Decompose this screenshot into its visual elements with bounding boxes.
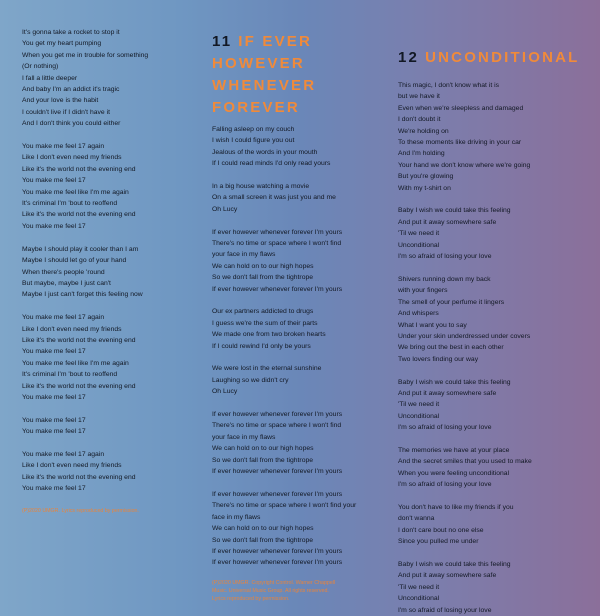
- lyric-line: If ever however whenever forever I'm yours: [212, 490, 343, 498]
- lyric-line: Like I don't even need my friends: [22, 462, 122, 470]
- verse: [398, 80, 594, 194]
- title-line: IF EVER: [238, 33, 313, 50]
- lyric-line: I'm so afraid of losing your love: [398, 606, 492, 614]
- verse: [22, 312, 198, 403]
- title-line: HOWEVER: [212, 55, 305, 72]
- lyric-line: Maybe I just can't forget this feeling now: [22, 291, 143, 299]
- lyric-line: You make me feel 17: [22, 393, 86, 401]
- lyric-line: With my t-shirt on: [398, 184, 451, 192]
- title-line: WHENEVER: [212, 77, 317, 94]
- lyric-line: We're holding on: [398, 127, 449, 135]
- lyric-line: On a small screen it was just you and me: [212, 194, 336, 202]
- lyric-line: Baby I wish we could take this feeling: [398, 207, 511, 215]
- lyric-line: And put it away somewhere safe: [398, 218, 497, 226]
- lyric-line: Shivers running down my back: [398, 275, 491, 283]
- lyric-line: face in my flaws: [212, 513, 261, 521]
- lyric-line: If ever however whenever forever I'm yours: [212, 547, 343, 555]
- lyric-line: 'Til we need it: [398, 401, 440, 409]
- lyric-line: Maybe I should let go of your hand: [22, 257, 127, 265]
- lyric-line: You make me feel like I'm me again: [22, 359, 129, 367]
- lyric-line: You get my heart pumping: [22, 40, 102, 48]
- lyric-line: We can hold on to our high hopes: [212, 445, 314, 453]
- lyric-line: If ever however whenever forever I'm yours: [212, 468, 343, 476]
- lyric-line: And baby I'm an addict it's tragic: [22, 86, 120, 94]
- lyric-line: There's no time or space where I won't find: [212, 422, 342, 430]
- lyric-line: I don't doubt it: [398, 116, 441, 124]
- lyric-line: This magic, I don't know what it is: [398, 82, 500, 89]
- lyrics-column-2: [212, 0, 382, 603]
- song-title: [398, 47, 580, 69]
- lyric-line: It's gonna take a rocket to stop it: [22, 29, 120, 36]
- lyric-line: Like it's the world not the evening end: [22, 473, 136, 481]
- title-line: UNCONDITIONAL: [425, 49, 580, 66]
- lyric-line: We made one from two broken hearts: [212, 331, 326, 339]
- lyric-line: Like I don't even need my friends: [22, 154, 122, 162]
- lyric-line: If ever however whenever forever I'm yours: [212, 285, 343, 293]
- verse: [212, 227, 382, 295]
- lyric-line: Like it's the world not the evening end: [22, 382, 136, 390]
- lyric-line: But maybe, maybe I just can't: [22, 279, 111, 287]
- verse: [398, 377, 594, 434]
- verse: [22, 449, 198, 495]
- verse: [212, 306, 382, 352]
- lyric-line: When there's people 'round: [22, 268, 105, 276]
- lyric-line: Baby I wish we could take this feeling: [398, 560, 511, 568]
- lyric-line: your face in my flaws: [212, 251, 276, 259]
- lyric-line: In a big house watching a movie: [212, 183, 310, 191]
- lyric-line: I couldn't live if I didn't have it: [22, 108, 110, 116]
- lyric-line: If I could rewind I'd only be yours: [212, 342, 311, 350]
- lyric-line: Oh Lucy: [212, 388, 238, 396]
- lyric-line: We can hold on to our high hopes: [212, 525, 314, 533]
- lyric-line: And the secret smiles that you used to make: [398, 458, 532, 466]
- lyric-line: There's no time or space where I won't find your: [212, 502, 357, 510]
- credit-line: (P)2020 UMGR. Copyright Control. Warner Chappell: [212, 579, 336, 586]
- lyric-line: I'm so afraid of losing your love: [398, 253, 492, 261]
- credit-line: Music. Universal Music Group. All rights reserved.: [212, 587, 329, 594]
- lyric-line: So we don't fall from the tightrope: [212, 456, 314, 464]
- lyric-line: You make me feel 17: [22, 416, 86, 424]
- lyrics-column-1: [22, 0, 198, 515]
- verse: [212, 363, 382, 397]
- lyric-line: And your love is the habit: [22, 97, 99, 105]
- lyric-line: Since you pulled me under: [398, 538, 479, 546]
- lyric-line: Unconditional: [398, 595, 440, 603]
- lyric-line: Like it's the world not the evening end: [22, 165, 136, 173]
- lyric-line: Like it's the world not the evening end: [22, 211, 136, 219]
- lyric-line: It's criminal I'm 'bout to reoffend: [22, 200, 118, 208]
- lyric-line: I'm so afraid of losing your love: [398, 481, 492, 489]
- lyric-line: 'Til we need it: [398, 583, 440, 591]
- lyric-line: So we don't fall from the tightrope: [212, 536, 314, 544]
- lyric-line: You make me feel 17: [22, 348, 86, 356]
- lyric-line: And I'm holding: [398, 150, 445, 158]
- verse: [22, 415, 198, 438]
- lyric-line: Our ex partners addicted to drugs: [212, 308, 314, 316]
- verse: [398, 502, 594, 548]
- lyric-line: Maybe I should play it cooler than I am: [22, 245, 139, 253]
- lyric-line: When you get me in trouble for something: [22, 51, 149, 59]
- verse: [22, 141, 198, 232]
- lyric-line: your face in my flaws: [212, 433, 276, 441]
- lyric-line: But you're glowing: [398, 173, 454, 181]
- lyric-line: And whispers: [398, 310, 439, 318]
- track-number: 11: [212, 33, 233, 50]
- lyric-line: I guess we're the sum of their parts: [212, 319, 318, 327]
- lyric-line: Your hand we don't know where we're going: [398, 161, 531, 169]
- credit-line: Lyrics reproduced by permission.: [212, 595, 290, 602]
- lyric-line: I wish I could figure you out: [212, 137, 295, 145]
- lyric-line: You make me feel 17 again: [22, 450, 105, 458]
- lyric-line: When you were feeling unconditional: [398, 469, 510, 477]
- lyric-line: Baby I wish we could take this feeling: [398, 378, 511, 386]
- lyric-line: but we have it: [398, 93, 440, 101]
- lyric-line: You don't have to like my friends if you: [398, 503, 514, 511]
- lyric-line: Unconditional: [398, 412, 440, 420]
- verse: [212, 489, 382, 569]
- lyric-line: (Or nothing): [22, 63, 59, 71]
- lyric-line: 'Til we need it: [398, 230, 440, 238]
- verse: [212, 181, 382, 215]
- lyric-line: You make me feel 17: [22, 485, 86, 493]
- verse: [398, 274, 594, 365]
- lyric-line: Two lovers finding our way: [398, 355, 479, 363]
- lyric-line: What I want you to say: [398, 321, 467, 329]
- song-title: [212, 31, 316, 119]
- lyric-line: Oh Lucy: [212, 205, 238, 213]
- lyric-line: To these moments like driving in your car: [398, 139, 522, 147]
- lyric-line: Unconditional: [398, 241, 440, 249]
- lyric-line: We bring out the best in each other: [398, 344, 504, 352]
- lyric-line: You make me feel 17 again: [22, 143, 105, 151]
- verse: [212, 409, 382, 477]
- lyric-line: You make me feel 17: [22, 177, 86, 185]
- lyric-line: don't wanna: [398, 515, 435, 523]
- lyric-line: You make me feel 17: [22, 222, 86, 230]
- verse: [398, 205, 594, 262]
- lyric-line: If ever however whenever forever I'm yours: [212, 411, 343, 419]
- verse: [398, 559, 594, 616]
- lyric-line: And put it away somewhere safe: [398, 572, 497, 580]
- lyric-line: with your fingers: [398, 287, 448, 295]
- lyric-line: The memories we have at your place: [398, 446, 510, 454]
- lyric-line: Jealous of the words in your mouth: [212, 148, 318, 156]
- lyric-line: We were lost in the eternal sunshine: [212, 365, 322, 373]
- lyrics-column-3: [398, 0, 594, 616]
- lyric-line: Falling asleep on my couch: [212, 126, 295, 133]
- verse: [22, 27, 198, 130]
- lyric-line: So we don't fall from the tightrope: [212, 274, 314, 282]
- lyric-line: If ever however whenever forever I'm yours: [212, 559, 343, 567]
- lyric-line: If ever however whenever forever I'm yours: [212, 228, 343, 236]
- lyric-line: Even when we're sleepless and damaged: [398, 104, 524, 112]
- verse: [22, 244, 198, 301]
- lyric-line: There's no time or space where I won't find: [212, 240, 342, 248]
- lyric-line: Like it's the world not the evening end: [22, 336, 136, 344]
- lyric-line: Under your skin underdressed under covers: [398, 332, 531, 340]
- copyright-credit: (P)2020 UMGR. Lyrics reproduced by permission.: [22, 507, 139, 514]
- lyric-line: It's criminal I'm 'bout to reoffend: [22, 371, 118, 379]
- verse: [398, 445, 594, 491]
- lyric-line: We can hold on to our high hopes: [212, 262, 314, 270]
- lyric-line: If I could read minds I'd only read yours: [212, 160, 331, 168]
- lyric-line: You make me feel like I'm me again: [22, 188, 129, 196]
- track-number: 12: [398, 49, 420, 66]
- lyric-line: Laughing so we didn't cry: [212, 376, 289, 384]
- lyric-line: The smell of your perfume it lingers: [398, 298, 505, 306]
- lyric-line: And put it away somewhere safe: [398, 389, 497, 397]
- lyric-line: You make me feel 17 again: [22, 314, 105, 322]
- lyric-line: You make me feel 17: [22, 428, 86, 436]
- lyric-line: Like I don't even need my friends: [22, 325, 122, 333]
- lyric-line: I'm so afraid of losing your love: [398, 424, 492, 432]
- lyric-line: I don't care bout no one else: [398, 526, 484, 534]
- lyric-line: I fall a little deeper: [22, 74, 78, 82]
- lyric-line: And I don't think you could either: [22, 120, 121, 128]
- title-line: FOREVER: [212, 99, 300, 116]
- copyright-credit: [212, 579, 382, 603]
- verse: [212, 124, 382, 170]
